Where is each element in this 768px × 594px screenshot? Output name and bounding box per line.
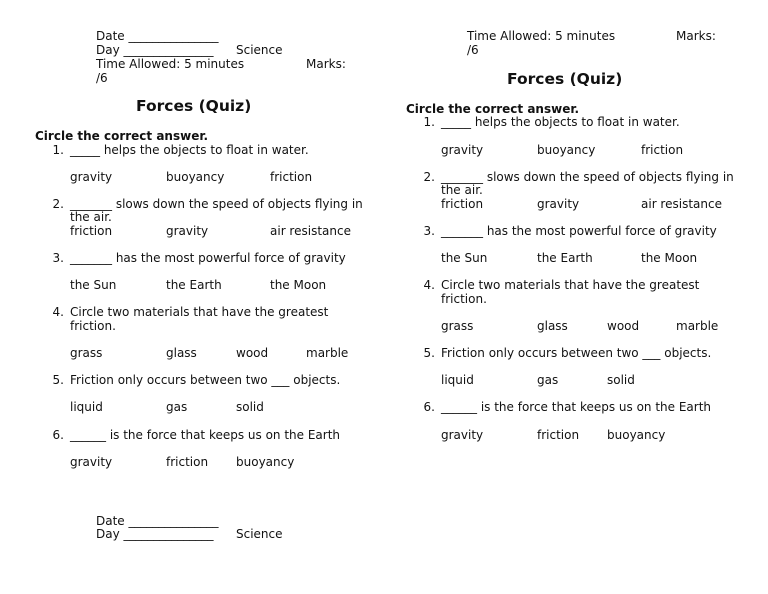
- answer-option: gravity: [166, 224, 209, 238]
- answer-option: wood: [607, 319, 640, 333]
- question-number: 2.: [423, 170, 435, 184]
- answer-option: liquid: [441, 373, 474, 387]
- answer-option: the Moon: [641, 251, 698, 265]
- question-number: 5.: [423, 346, 435, 360]
- answer-option: gravity: [70, 455, 113, 469]
- answer-option: the Earth: [166, 278, 222, 292]
- answer-option: buoyancy: [607, 428, 666, 442]
- time-allowed-label: Time Allowed: 5 minutes: [467, 29, 616, 43]
- answer-option: friction: [441, 197, 484, 211]
- date-field: Date _______________: [96, 29, 219, 43]
- question-number: 1.: [52, 143, 64, 157]
- answer-option: glass: [166, 346, 197, 360]
- answer-option: glass: [537, 319, 568, 333]
- time-allowed-label: Time Allowed: 5 minutes: [96, 57, 245, 71]
- question-text: Friction only occurs between two ___ objects.: [441, 346, 712, 360]
- answer-option: liquid: [70, 400, 103, 414]
- question-number: 4.: [423, 278, 435, 292]
- answer-option: gravity: [441, 143, 484, 157]
- marks-total: /6: [96, 71, 108, 85]
- question-number: 2.: [52, 197, 64, 211]
- answer-option: friction: [70, 224, 113, 238]
- instruction: Circle the correct answer.: [35, 129, 209, 143]
- answer-option: air resistance: [641, 197, 722, 211]
- subject-label: Science: [236, 43, 283, 57]
- answer-option: buoyancy: [236, 455, 295, 469]
- question-text: Circle two materials that have the greatest: [441, 278, 700, 292]
- footer-day-field: Day _______________: [96, 527, 214, 541]
- question-text: Circle two materials that have the greatest: [70, 305, 329, 319]
- answer-option: grass: [70, 346, 103, 360]
- answer-option: the Sun: [441, 251, 488, 265]
- question-text: _______ slows down the speed of objects flying in: [441, 170, 734, 184]
- answer-option: friction: [641, 143, 684, 157]
- answer-option: the Moon: [270, 278, 327, 292]
- question-number: 6.: [423, 400, 435, 414]
- answer-option: gas: [537, 373, 559, 387]
- footer-subject-label: Science: [236, 527, 283, 541]
- answer-option: friction: [166, 455, 209, 469]
- day-field: Day _______________: [96, 43, 214, 57]
- footer-date-field: Date _______________: [96, 514, 219, 528]
- marks-label: Marks:: [676, 29, 716, 43]
- answer-option: gravity: [441, 428, 484, 442]
- answer-option: gravity: [70, 170, 113, 184]
- question-text-continued: the air.: [441, 183, 483, 197]
- question-text: _______ has the most powerful force of gravity: [70, 251, 346, 265]
- answer-option: marble: [306, 346, 349, 360]
- answer-option: air resistance: [270, 224, 351, 238]
- marks-label: Marks:: [306, 57, 346, 71]
- answer-option: wood: [236, 346, 269, 360]
- answer-option: solid: [607, 373, 635, 387]
- answer-option: gravity: [537, 197, 580, 211]
- question-text-continued: the air.: [70, 210, 112, 224]
- question-number: 5.: [52, 373, 64, 387]
- question-number: 1.: [423, 115, 435, 129]
- quiz-title: Forces (Quiz): [136, 97, 252, 115]
- question-text: _______ slows down the speed of objects flying in: [70, 197, 363, 211]
- answer-option: grass: [441, 319, 474, 333]
- question-text: Friction only occurs between two ___ objects.: [70, 373, 341, 387]
- question-text-continued: friction.: [70, 319, 116, 333]
- question-text-continued: friction.: [441, 292, 487, 306]
- question-number: 3.: [423, 224, 435, 238]
- answer-option: gas: [166, 400, 188, 414]
- answer-option: friction: [270, 170, 313, 184]
- marks-total: /6: [467, 43, 479, 57]
- answer-option: friction: [537, 428, 580, 442]
- answer-option: buoyancy: [537, 143, 596, 157]
- question-number: 4.: [52, 305, 64, 319]
- question-text: ______ is the force that keeps us on the Earth: [441, 400, 712, 414]
- answer-option: the Sun: [70, 278, 117, 292]
- answer-option: buoyancy: [166, 170, 225, 184]
- answer-option: solid: [236, 400, 264, 414]
- question-text: _____ helps the objects to float in water.: [441, 115, 680, 129]
- question-number: 6.: [52, 428, 64, 442]
- quiz-title: Forces (Quiz): [507, 70, 623, 88]
- answer-option: marble: [676, 319, 719, 333]
- question-text: _______ has the most powerful force of gravity: [441, 224, 717, 238]
- question-number: 3.: [52, 251, 64, 265]
- question-text: ______ is the force that keeps us on the Earth: [70, 428, 341, 442]
- answer-option: the Earth: [537, 251, 593, 265]
- instruction: Circle the correct answer.: [406, 102, 580, 116]
- question-text: _____ helps the objects to float in water.: [70, 143, 309, 157]
